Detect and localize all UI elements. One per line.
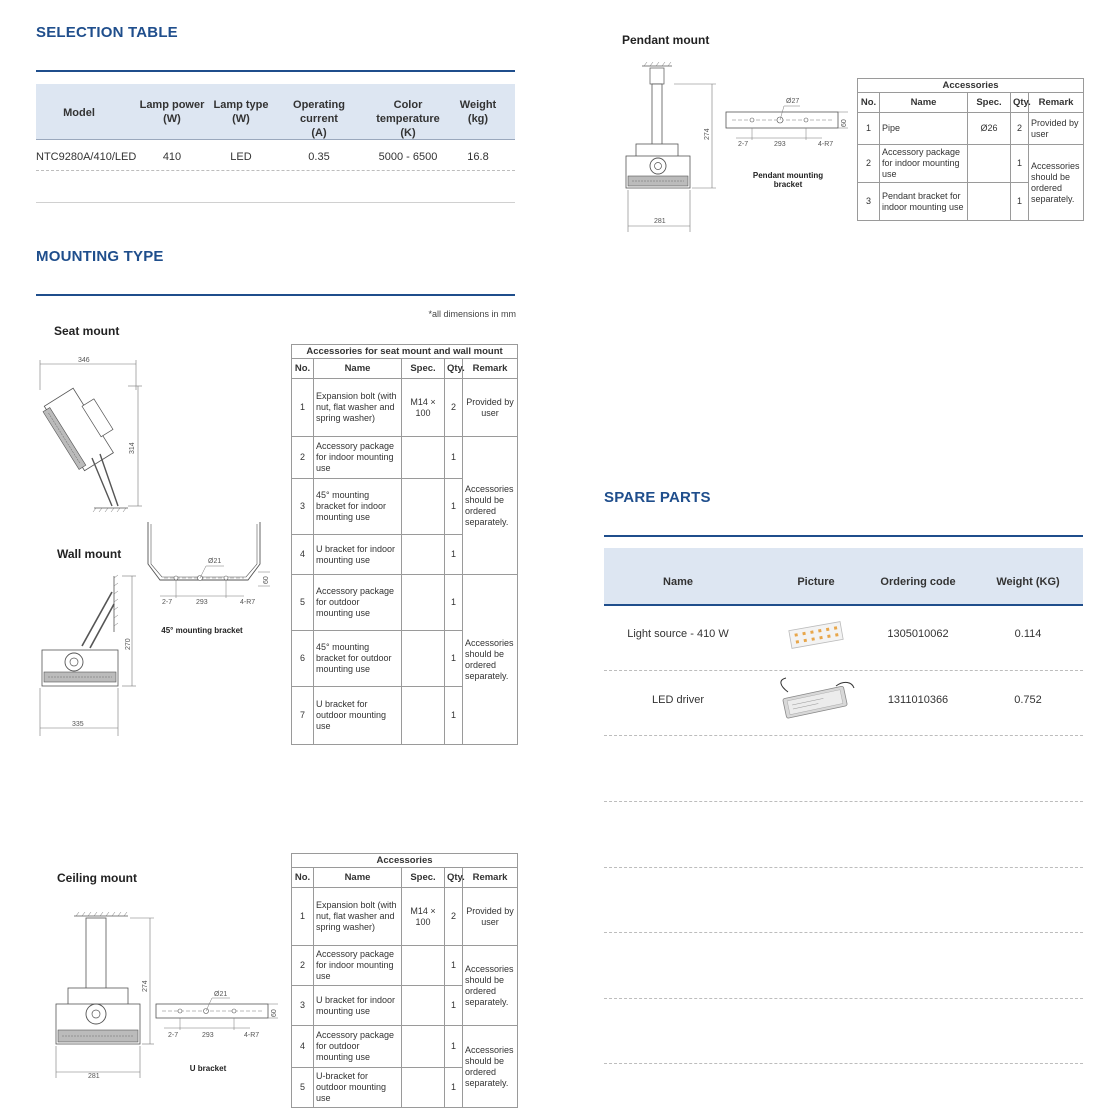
seat-dim-width: 346	[78, 357, 90, 364]
sp-row1-code: 1305010062	[887, 628, 949, 640]
mounting-type-heading: MOUNTING TYPE	[36, 248, 164, 265]
ceiling-mount-title: Ceiling mount	[57, 871, 137, 885]
table-row: 5 U-bracket for outdoor mounting use 1	[292, 1068, 518, 1108]
ceiling-dim-width: 281	[88, 1073, 100, 1080]
pendant-mount-drawing	[606, 58, 724, 234]
table-row: 1 Pipe Ø26 2 Provided by user	[858, 113, 1084, 145]
selection-table-rule	[36, 70, 515, 72]
pendant-bracket-c: 4-R7	[818, 141, 834, 148]
seat-th-no: No.	[292, 359, 314, 379]
bracket-45-dia: Ø21	[208, 558, 222, 565]
col-color-temperature: Color temperature (K)	[376, 99, 440, 139]
bracket-45-h: 60	[263, 576, 270, 584]
pendant-dim-height: 274	[704, 128, 711, 140]
seat-dim-height: 314	[129, 442, 136, 454]
sp-row2-code: 1311010366	[887, 694, 949, 706]
cell-lamp-power: 410	[162, 151, 182, 163]
sp-row2-weight: 0.752	[1014, 694, 1042, 706]
u-bracket-caption: U bracket	[189, 1064, 227, 1073]
pendant-mount-title: Pendant mount	[622, 33, 710, 47]
seat-th-name: Name	[314, 359, 402, 379]
u-bracket-dia: Ø21	[214, 991, 228, 998]
pendant-accessories-table	[857, 78, 1084, 221]
table-row: 3 45° mounting bracket for indoor mounting use 1	[292, 479, 518, 535]
ceiling-th-spec: Spec.	[402, 868, 445, 888]
wall-mount-drawing	[30, 568, 150, 740]
spare-parts-heading: SPARE PARTS	[604, 489, 711, 506]
table-row: 6 45° mounting bracket for outdoor mounting use 1	[292, 631, 518, 687]
sp-col-picture: Picture	[797, 576, 835, 588]
table-row: 2 Accessory package for indoor mounting use 1 Accessories should be ordered separately.	[292, 946, 518, 986]
table-row: 1 Expansion bolt (with nut, flat washer and spring washer) M14 × 100 2 Provided by user	[292, 379, 518, 437]
col-operating-current: Operating current (A)	[293, 99, 345, 139]
table-row: 3 U bracket for indoor mounting use 1	[292, 986, 518, 1026]
pendant-dim-width: 281	[654, 218, 666, 225]
led-driver-image	[774, 676, 858, 724]
table-row: 4 Accessory package for outdoor mounting use 1 Accessories should be ordered separately.	[292, 1026, 518, 1068]
col-weight: Weight (kg)	[459, 99, 497, 125]
pendant-th-no: No.	[858, 93, 880, 113]
pendant-th-remark: Remark	[1029, 93, 1084, 113]
spare-parts-rule	[604, 535, 1083, 537]
sp-row2-name: LED driver	[652, 694, 704, 706]
wall-dim-height: 270	[125, 638, 132, 650]
pendant-bracket-drawing	[722, 92, 852, 152]
sp-col-code: Ordering code	[880, 576, 956, 588]
bracket-45-a: 2-7	[162, 599, 173, 606]
table-row: 1 Expansion bolt (with nut, flat washer and spring washer) M14 × 100 2 Provided by user	[292, 888, 518, 946]
col-lamp-type: Lamp type (W)	[213, 99, 269, 125]
u-bracket-a: 2-7	[168, 1032, 179, 1039]
col-model: Model	[63, 107, 95, 119]
seat-th-remark: Remark	[463, 359, 518, 379]
bracket-45-b: 293	[196, 599, 208, 606]
seat-mount-title: Seat mount	[54, 324, 120, 338]
seat-th-qty: Qty.	[445, 359, 463, 379]
table-row: 2 Accessory package for indoor mounting use 1 Accessories should be ordered separately.	[292, 437, 518, 479]
ceiling-th-qty: Qty.	[445, 868, 463, 888]
ceiling-dim-height: 274	[142, 980, 149, 992]
wall-dim-width: 335	[72, 721, 84, 728]
bracket-45-drawing	[140, 518, 276, 610]
seat-th-spec: Spec.	[402, 359, 445, 379]
pendant-th-qty: Qty.	[1011, 93, 1029, 113]
seat-wall-accessories-table	[291, 344, 518, 745]
table-row: 3 Pendant bracket for indoor mounting use 1	[858, 183, 1084, 221]
pendant-bracket-h: 60	[841, 119, 848, 127]
ceiling-accessories-table	[291, 853, 518, 1108]
pendant-th-name: Name	[880, 93, 968, 113]
pendant-th-spec: Spec.	[968, 93, 1011, 113]
u-bracket-drawing	[150, 986, 280, 1046]
pendant-table-title: Accessories	[858, 79, 1084, 93]
pendant-bracket-dia: Ø27	[786, 98, 800, 105]
mounting-type-rule	[36, 294, 515, 296]
table-row: 4 U bracket for indoor mounting use 1	[292, 535, 518, 575]
cell-operating-current: 0.35	[308, 151, 330, 163]
sp-row1-name: Light source - 410 W	[627, 628, 729, 640]
led-module-image	[786, 618, 846, 652]
cell-color-temperature: 5000 - 6500	[378, 151, 438, 163]
ceiling-mount-drawing	[30, 908, 160, 1084]
ceiling-th-name: Name	[314, 868, 402, 888]
bracket-45-c: 4-R7	[240, 599, 256, 606]
ceiling-th-remark: Remark	[463, 868, 518, 888]
table-row: 5 Accessory package for outdoor mounting use 1 Accessories should be ordered separately.	[292, 575, 518, 631]
cell-lamp-type: LED	[230, 151, 252, 163]
col-lamp-power: Lamp power (W)	[139, 99, 205, 125]
table-row: 7 U bracket for outdoor mounting use 1	[292, 687, 518, 745]
u-bracket-h: 60	[271, 1009, 278, 1017]
pendant-bracket-a: 2-7	[738, 141, 749, 148]
pendant-bracket-b: 293	[774, 141, 786, 148]
seat-mount-drawing	[30, 350, 150, 520]
sp-col-name: Name	[663, 576, 693, 588]
u-bracket-c: 4-R7	[244, 1032, 260, 1039]
table-row: 2 Accessory package for indoor mounting use 1 Accessories should be ordered separately.	[858, 145, 1084, 183]
dimensions-note: *all dimensions in mm	[428, 309, 516, 319]
bracket-45-caption: 45° mounting bracket	[161, 626, 243, 635]
selection-table-heading: SELECTION TABLE	[36, 24, 178, 41]
ceiling-table-title: Accessories	[292, 854, 518, 868]
u-bracket-b: 293	[202, 1032, 214, 1039]
sp-row1-weight: 0.114	[1014, 628, 1042, 640]
cell-model: NTC9280A/410/LED	[36, 151, 137, 163]
pendant-bracket-caption: Pendant mounting bracket	[752, 171, 824, 189]
seat-table-title: Accessories for seat mount and wall mount	[292, 345, 518, 359]
ceiling-th-no: No.	[292, 868, 314, 888]
sp-col-weight: Weight (KG)	[996, 576, 1060, 588]
cell-weight: 16.8	[467, 151, 489, 163]
wall-mount-title: Wall mount	[57, 547, 122, 561]
